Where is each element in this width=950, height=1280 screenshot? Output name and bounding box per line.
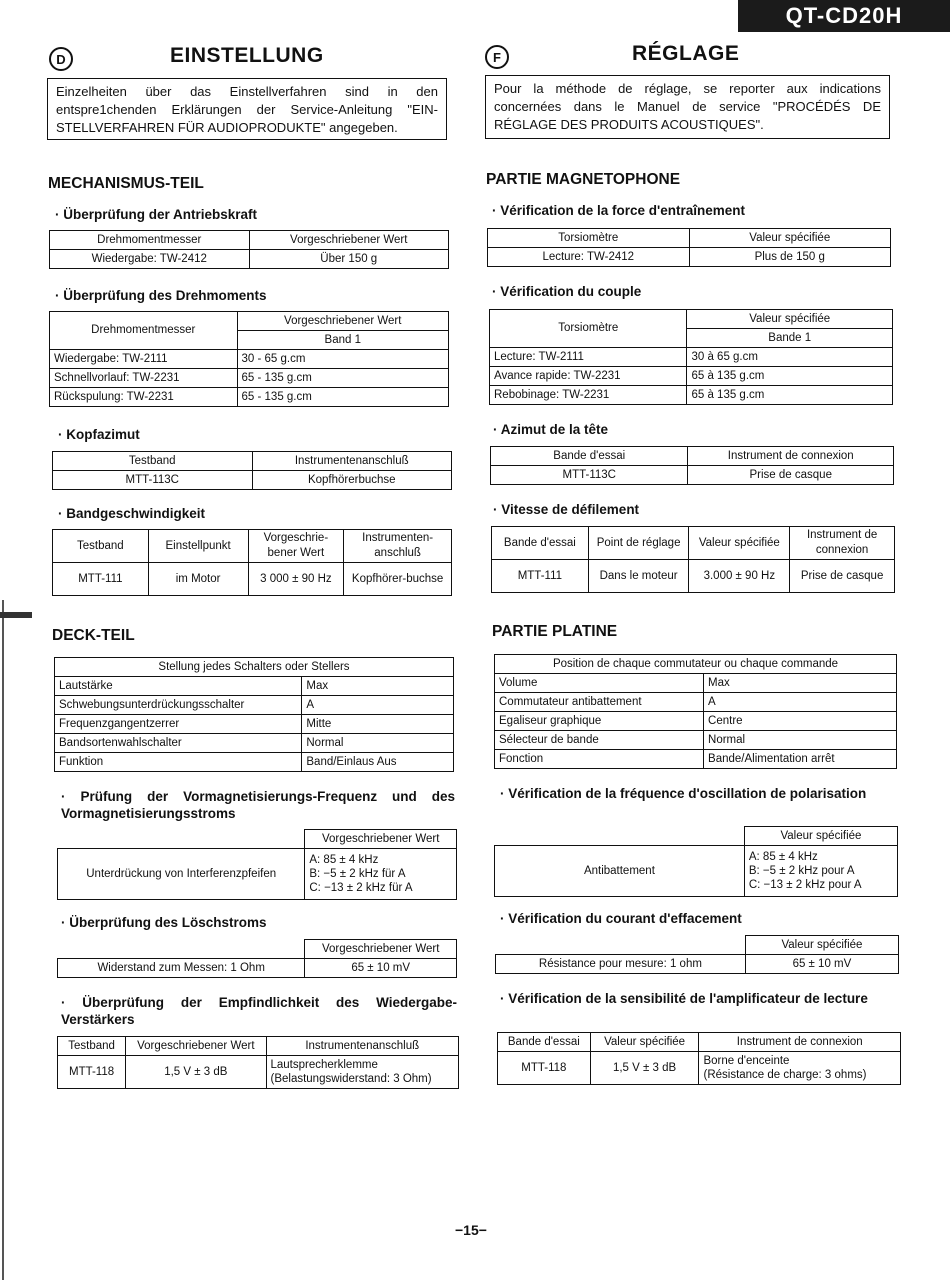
left-deck-table: Stellung jedes Schalters oder Stellers Lautstärke Max Schwebungsunterdrückungsschalter A Frequenzgangentzerrer Mitte Bandsortenwahlschalter Normal Funktion Band/Einlaus Aus — [54, 657, 454, 772]
page-number: −15− — [455, 1222, 487, 1238]
right-drive-table: Torsiomètre Valeur spécifiée Lecture: TW-2412 Plus de 150 g — [487, 228, 891, 267]
right-bias-title: · Vérification de la fréquence d'oscillation de polarisation — [500, 786, 867, 801]
right-note: Pour la méthode de réglage, se reporter aux indications concernées dans le Manuel de service "PROCÉDÉS DE RÉGLAGE DES PRODUITS ACOUSTIQUES". — [485, 75, 890, 139]
right-speed-table: Bande d'essai Point de réglage Valeur spécifiée Instrument de connexion MTT-111 Dans le moteur 3.000 ± 90 Hz Prise de casque — [491, 526, 895, 593]
left-sens-title: · Überprüfung der Empfindlichkeit des Wiedergabe-Verstärkers — [61, 995, 457, 1027]
left-sens-table: Testband Vorgeschriebener Wert Instrumentenanschluß MTT-118 1,5 V ± 3 dB Lautsprecherklemme (Belastungswiderstand: 3 Ohm) — [57, 1036, 459, 1089]
left-drive-table: Drehmomentmesser Vorgeschriebener Wert Wiedergabe: TW-2412 Über 150 g — [49, 230, 449, 269]
right-azimuth-title: · Azimut de la tête — [493, 422, 609, 437]
model-label: QT-CD20H — [738, 0, 950, 32]
right-sens-table: Bande d'essai Valeur spécifiée Instrument de connexion MTT-118 1,5 V ± 3 dB Borne d'enceinte (Résistance de charge: 3 ohms) — [497, 1032, 901, 1085]
left-erase-table: Vorgeschriebener Wert Widerstand zum Messen: 1 Ohm 65 ± 10 mV — [57, 939, 457, 978]
right-drive-title: · Vérification de la force d'entraînement — [492, 203, 746, 218]
right-azimuth-table: Bande d'essai Instrument de connexion MTT-113C Prise de casque — [490, 446, 894, 485]
left-drive-title: · Überprüfung der Antriebskraft — [55, 207, 258, 222]
left-bias-table: Vorgeschriebener Wert Unterdrückung von Interferenzpfeifen A: 85 ± 4 kHz B: −5 ± 2 kHz für A C: −13 ± 2 kHz für A — [57, 829, 457, 900]
right-deck-title: PARTIE PLATINE — [492, 623, 618, 640]
binding-margin-line — [2, 600, 4, 1280]
right-erase-title: · Vérification du courant d'effacement — [500, 911, 742, 926]
left-speed-table: Testband Einstellpunkt Vorgeschrie-bener Wert Instrumenten-anschluß MTT-111 im Motor 3 000 ± 90 Hz Kopfhörer-buchse — [52, 529, 452, 596]
binding-margin-tick — [0, 612, 32, 618]
left-erase-title: · Überprüfung des Löschstroms — [61, 915, 267, 930]
section-letter-f: F — [485, 45, 509, 69]
left-azimuth-title: · Kopfazimut — [58, 427, 140, 442]
right-torque-table: Torsiomètre Valeur spécifiée Bande 1 Lecture: TW-2111 30 à 65 g.cm Avance rapide: TW-2231 65 à 135 g.cm Rebobinage: TW-2231 65 à 135 g.cm — [489, 309, 893, 405]
left-note: Einzelheiten über das Einstellverfahren sind in den entspre1chenden Erklärungen der Service-Anleitung "EIN-STELLVERFAHREN FÜR AUDIOPRODUKTE" angegeben. — [47, 78, 447, 140]
left-azimuth-table: Testband Instrumentenanschluß MTT-113C Kopfhörerbuchse — [52, 451, 452, 490]
right-bias-table: Valeur spécifiée Antibattement A: 85 ± 4 kHz B: −5 ± 2 kHz pour A C: −13 ± 2 kHz pour A — [494, 826, 898, 897]
right-torque-title: · Vérification du couple — [492, 284, 642, 299]
left-title: EINSTELLUNG — [170, 44, 324, 67]
right-sens-title: · Vérification de la sensibilité de l'amplificateur de lecture — [500, 991, 868, 1006]
right-erase-table: Valeur spécifiée Résistance pour mesure: 1 ohm 65 ± 10 mV — [495, 935, 899, 974]
right-speed-title: · Vitesse de défilement — [493, 502, 640, 517]
right-deck-table: Position de chaque commutateur ou chaque commande Volume Max Commutateur antibattement A Egaliseur graphique Centre Sélecteur de bande Normal Fonction Bande/Alimentation arrêt — [494, 654, 897, 769]
left-torque-title: · Überprüfung des Drehmoments — [55, 288, 267, 303]
right-mech-title: PARTIE MAGNETOPHONE — [486, 171, 681, 188]
right-title: RÉGLAGE — [632, 42, 740, 65]
left-deck-title: DECK-TEIL — [52, 627, 135, 644]
left-mech-title: MECHANISMUS-TEIL — [48, 175, 204, 192]
left-bias-title: · Prüfung der Vormagnetisierungs-Frequenz und des Vormagnetisierungsstroms — [61, 789, 455, 821]
section-letter-d: D — [49, 47, 73, 71]
left-torque-table: Drehmomentmesser Vorgeschriebener Wert Band 1 Wiedergabe: TW-2111 30 - 65 g.cm Schnellvorlauf: TW-2231 65 - 135 g.cm Rückspulung: TW-2231 65 - 135 g.cm — [49, 311, 449, 407]
left-speed-title: · Bandgeschwindigkeit — [58, 506, 206, 521]
